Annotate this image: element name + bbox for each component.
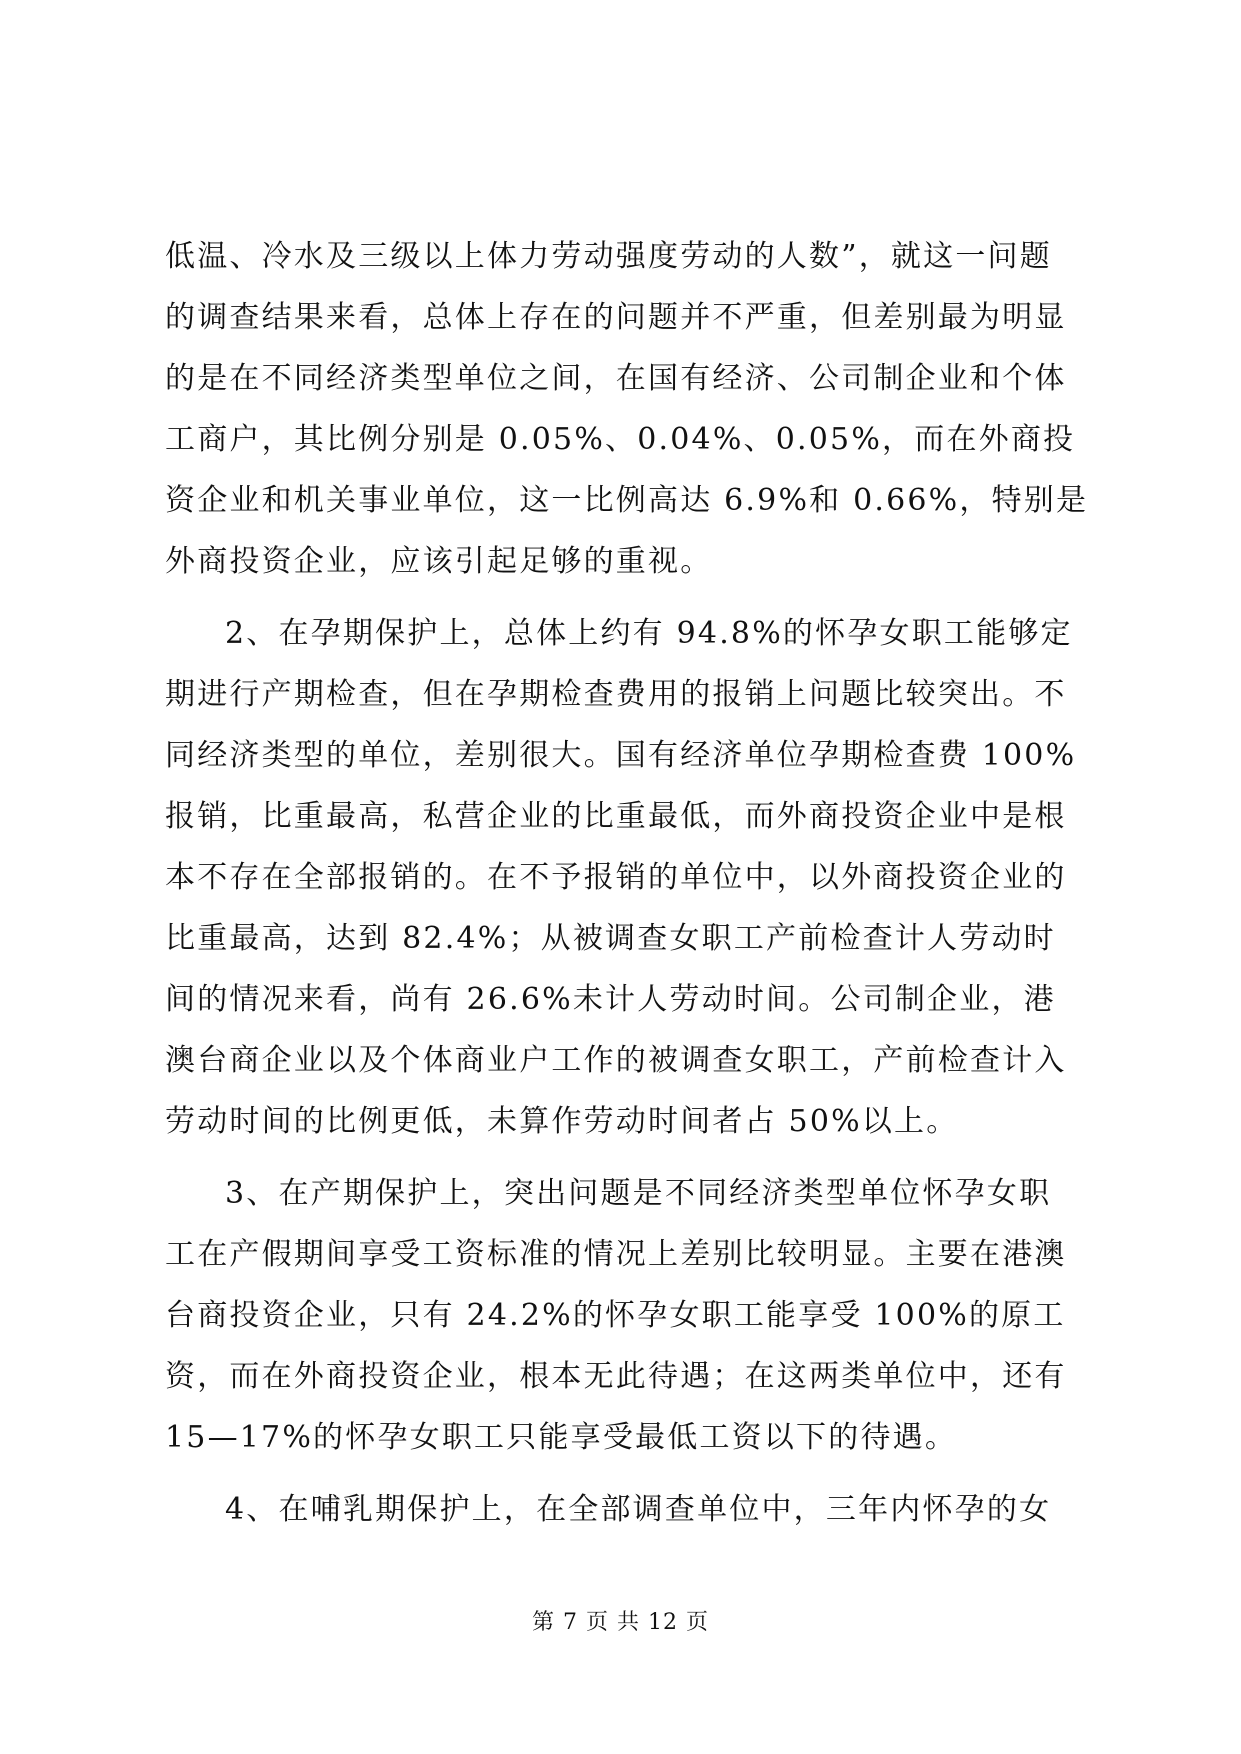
text-line: 外商投资企业，应该引起足够的重视。 [165, 544, 713, 579]
text-line: 工在产假期间享受工资标准的情况上差别比较明显。主要在港澳 [165, 1237, 1067, 1272]
text-line: 间的情况来看，尚有 26.6%未计人劳动时间。公司制企业，港 [165, 982, 1056, 1017]
text-line: 3、在产期保护上，突出问题是不同经济类型单位怀孕女职 [225, 1176, 1052, 1211]
paragraph-1 [165, 226, 1089, 592]
paragraph-4 [165, 1479, 1077, 1540]
text-line: 澳台商企业以及个体商业户工作的被调查女职工，产前检查计入 [165, 1043, 1067, 1078]
text-line: 劳动时间的比例更低，未算作劳动时间者占 50%以上。 [165, 1104, 959, 1139]
document-body [165, 226, 1089, 1540]
text-line: 的调查结果来看，总体上存在的问题并不严重，但差别最为明显 [165, 300, 1067, 335]
text-line: 15—17%的怀孕女职工只能享受最低工资以下的待遇。 [165, 1420, 958, 1455]
text-line: 本不存在全部报销的。在不予报销的单位中，以外商投资企业的 [165, 860, 1067, 895]
text-line: 台商投资企业，只有 24.2%的怀孕女职工能享受 100%的原工 [165, 1298, 1066, 1333]
paragraph-3 [165, 1163, 1077, 1468]
text-line: 的是在不同经济类型单位之间，在国有经济、公司制企业和个体 [165, 361, 1067, 396]
page-number-footer: 第 7 页 共 12 页 [532, 1610, 709, 1635]
text-line: 工商户，其比例分别是 0.05%、0.04%、0.05%，而在外商投 [165, 422, 1076, 457]
text-line: 低温、冷水及三级以上体力劳动强度劳动的人数”，就这一问题 [165, 239, 1052, 274]
paragraph-2 [165, 603, 1077, 1152]
text-line: 4、在哺乳期保护上，在全部调查单位中，三年内怀孕的女 [225, 1492, 1052, 1527]
text-line: 报销，比重最高，私营企业的比重最低，而外商投资企业中是根 [165, 799, 1067, 834]
text-line: 2、在孕期保护上，总体上约有 94.8%的怀孕女职工能够定 [225, 616, 1073, 651]
text-line: 资，而在外商投资企业，根本无此待遇；在这两类单位中，还有 [165, 1359, 1067, 1394]
text-line: 比重最高，达到 82.4%；从被调查女职工产前检查计人劳动时 [165, 921, 1056, 956]
text-line: 期进行产期检查，但在孕期检查费用的报销上问题比较突出。不 [165, 677, 1067, 712]
text-line: 资企业和机关事业单位，这一比例高达 6.9%和 0.66%，特别是 [165, 483, 1089, 518]
text-line: 同经济类型的单位，差别很大。国有经济单位孕期检查费 100% [165, 738, 1077, 773]
